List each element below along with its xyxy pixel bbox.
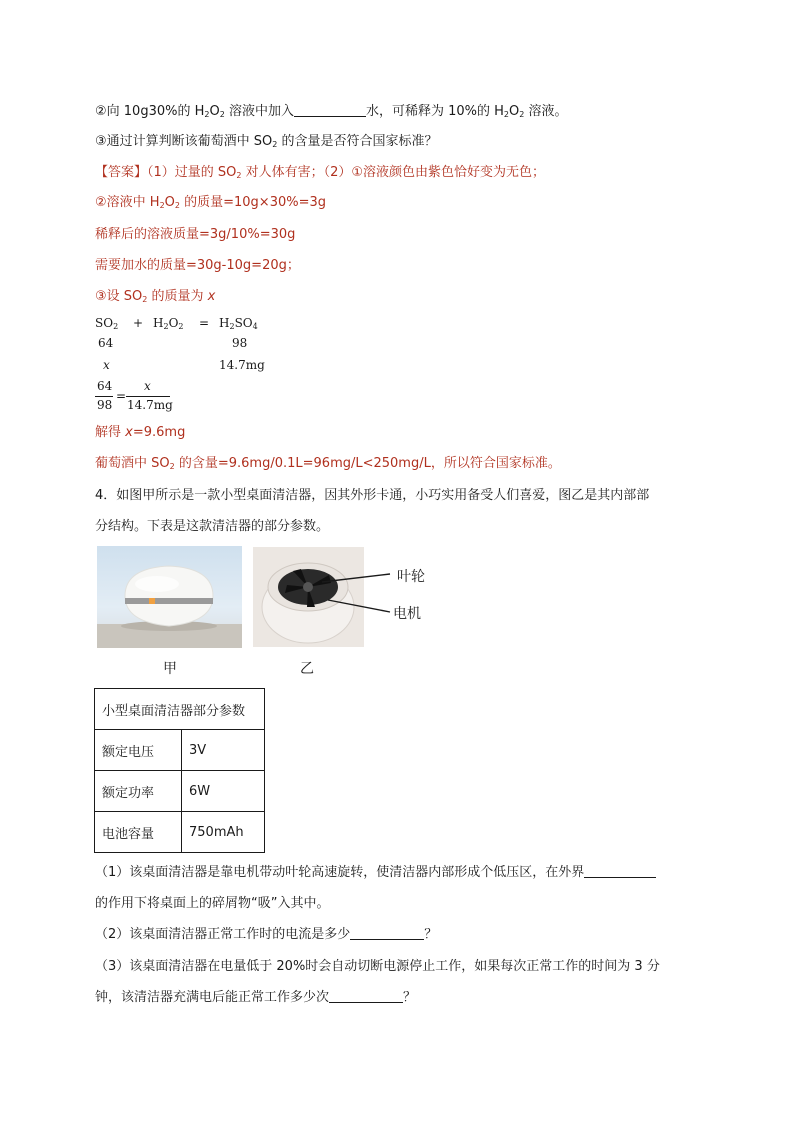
question-2-line: ②向 10g30%的 $H_2O_2$ 溶液中加入 水，可稀释为 10%的 $H_2O_2$ 溶液。 [95,104,568,119]
answer-line-5: ③设 $SO_2$ 的质量为 x [95,289,216,304]
table-row: 额定电压 3V [95,730,265,771]
subquestion-2: （2）该桌面清洁器正常工作时的电流是多少 ？ [95,927,438,942]
answer-blank[interactable] [329,990,403,1003]
answer-solve-line: 解得 x=9.6mg [95,425,186,440]
pointer-lines [320,560,400,620]
table-row: 电池容量 750mAh [95,812,265,853]
answer-blank[interactable] [584,865,656,878]
question-4-intro-1: 4．如图甲所示是一款小型桌面清洁器，因其外形卡通，小巧实用备受人们喜爱，图乙是其内部部 [95,488,650,503]
subquestion-3-line-2: 钟，该清洁器充满电后能正常工作多少次 ？ [95,990,417,1005]
answer-blank[interactable] [294,104,366,117]
table-header-row [95,689,265,730]
answer-blank[interactable] [350,927,424,940]
answer-line-1: 【答案】（1）过量的 $SO_2$ 对人体有害；（2）①溶液颜色由紫色恰好变为无色； [95,165,546,180]
question-3-line: ③通过计算判断该葡萄酒中 $SO_2$ 的含量是否符合国家标准？ [95,134,438,149]
caption-jia: 甲 [163,661,177,677]
subquestion-3-line-1: （3）该桌面清洁器在电量低于 20%时会自动切断电源停止工作，如果每次正常工作的时间为 3 分 [95,959,660,974]
parameter-table [94,688,265,853]
answer-line-3: 稀释后的溶液质量=3g/10%=30g [95,227,296,242]
desk-cleaner-illustration [97,546,242,648]
label-motor: 电机 [393,606,421,622]
question-4-intro-2: 分结构。下表是这款清洁器的部分参数。 [95,519,330,534]
caption-yi: 乙 [300,661,314,677]
answer-line-2: ②溶液中 $H_2O_2$ 的质量=10g×30%=3g [95,195,327,210]
answer-tag: 【答案】 [95,165,148,180]
subquestion-1-line-2: 的作用下将桌面上的碎屑物“吸”入其中。 [95,896,330,911]
label-impeller: 叶轮 [397,569,425,585]
subquestion-1-line-1: （1）该桌面清洁器是靠电机带动叶轮高速旋转，使清洁器内部形成个低压区，在外界 [95,864,656,882]
answer-final-line: 葡萄酒中 $SO_2$ 的含量=9.6mg/0.1L=96mg/L<250mg/L，所以符合国家标准。 [95,456,561,471]
table-header: 小型桌面清洁器部分参数 [95,689,265,730]
table-row: 额定功率 6W [95,771,265,812]
desk-cleaner-photo [97,546,242,648]
answer-line-4: 需要加水的质量=30g-10g=20g； [95,258,300,273]
